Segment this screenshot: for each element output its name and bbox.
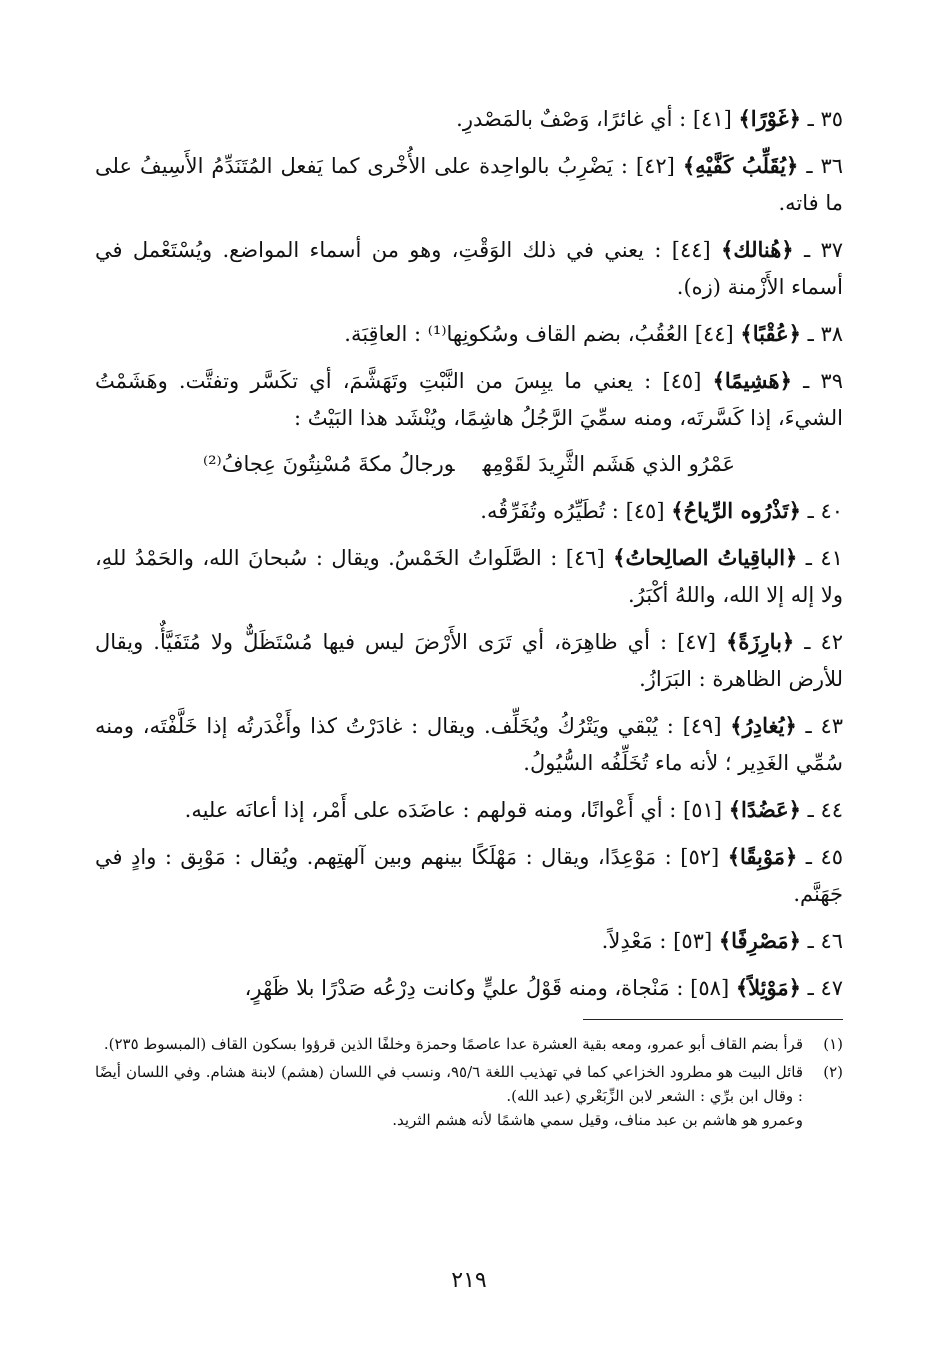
entry-36: ٣٦ ـ ﴿يُقَلِّبُ كَفَّيْهِ﴾ [٤٢] : يَضْرِبُ بالواحِدة على الأُخْرى كما يَفعل المُتَنَدِّمُ الأَسِيفُ على ما فاته. <box>95 153 844 215</box>
verse-ref: [٤٥] <box>625 499 665 523</box>
entry-term: ﴿الباقِياتُ الصالِحاتُ﴾ <box>613 545 798 570</box>
entry-term: ﴿بارِزَةً﴾ <box>726 629 795 654</box>
poetry-verse <box>135 446 803 483</box>
entry-43: ٤٣ ـ ﴿يُغادِرُ﴾ [٤٩] : يُبْقي ويَتْرُكُ ويُخَلِّف. ويقال : غادَرْتُ كذا وأَغْدَرتُه إذا خَلَّفْتَه، ومنه سُمِّي الغَدِير ؛ لأنه ماء تُخَلِّفُه السُّيُولُ. <box>95 713 844 775</box>
entry-text: : يعني ما يبِسَ من النَّبْتِ وتَهَشَّمَ، أي تكَسَّر وتفتَّت. وهَشَمْتُ الشيءَ، إذا كَسَّرتَه، ومنه سمِّيَ الرَّجُلُ هاشِمًا، ويُنْشَد هذا البَيْتُ : <box>95 369 843 430</box>
verse-hemistich-second: ورجالُ مكةَ مُسْنِتُونَ عِجافُ⁽²⁾ <box>202 452 455 476</box>
verse-ref: [٤٤] <box>671 238 711 262</box>
verse-ref: [٤٥] <box>662 369 702 393</box>
entry-term: ﴿غَوْرًا﴾ <box>738 106 801 131</box>
entry-term: ﴿يُقَلِّبُ كَفَّيْهِ﴾ <box>682 153 799 178</box>
entry-38: ٣٨ ـ ﴿عُقْبًا﴾ [٤٤] العُقُبُ، بضم القاف وسُكونِها⁽¹⁾ : العاقِبَة. <box>344 321 843 346</box>
entry-text: : يُبْقي ويَتْرُكُ ويُخَلِّف. ويقال : غادَرْتُ كذا وأَغْدَرتُه إذا خَلَّفْتَه، ومنه سُمِّي الغَدِير ؛ لأنه ماء تُخَلِّفُه السُّيُولُ. <box>95 714 843 775</box>
entry-term: ﴿هَشِيمًا﴾ <box>712 368 792 393</box>
footnote-separator <box>583 1019 843 1020</box>
entry-35: ٣٥ ـ ﴿غَوْرًا﴾ [٤١] : أي غائرًا، وَصْفٌ بالمَصْدرِ. <box>456 106 843 131</box>
verse-ref: [٤٧] <box>677 630 717 654</box>
footnote-text: وعمرو هو هاشم بن عبد مناف، وقيل سمي هاشمًا لأنه هشم الثريد. <box>392 1111 803 1129</box>
entry-term: ﴿تَذْرُوه الرِّياحُ﴾ <box>671 498 801 523</box>
entry-text: : الصَّلَواتُ الخَمْسُ. ويقال : سُبحانَ الله، والحَمْدُ للهِ، ولا إله إلا الله، واللهُ أكْبَرُ. <box>95 546 843 607</box>
footnote-text: قائل البيت هو مطرود الخزاعي كما في تهذيب اللغة ٩٥/٦، ونسب في اللسان (هشم) لابنة هشام. وفي اللسان أيضًا : وقال ابن برِّي : الشعر لابن الزِّبَعْري (عبد الله). <box>95 1063 803 1105</box>
entry-text: : يَضْرِبُ بالواحِدة على الأُخْرى كما يَفعل المُتَنَدِّمُ الأَسِيفُ على ما فاته. <box>95 154 843 215</box>
footnotes <box>95 1032 843 1132</box>
verse-ref: [٤٤] <box>694 322 734 346</box>
footnote-mark: (٢) <box>823 1063 843 1081</box>
entry-term: ﴿مَصْرِفًا﴾ <box>718 928 801 953</box>
footnote-mark: (١) <box>823 1035 843 1053</box>
verse-ref: [٥٨] <box>690 976 730 1000</box>
entry-term: ﴿مَوْبِقًا﴾ <box>727 844 798 869</box>
entry-40: ٤٠ ـ ﴿تَذْرُوه الرِّياحُ﴾ [٤٥] : تُطَيِّرُه وتُفَرِّقُه. <box>480 498 843 523</box>
verse-ref: [٤١] <box>692 107 732 131</box>
entry-term: ﴿عُقْبًا﴾ <box>740 321 801 346</box>
verse-ref: [٤٩] <box>682 714 722 738</box>
entry-37: ٣٧ ـ ﴿هُنالك﴾ [٤٤] : يعني في ذلك الوَقْتِ، وهو من أسماء المواضع. ويُسْتَعْمل في أسماء الأَزْمنة (زه). <box>95 237 843 299</box>
entry-46: ٤٦ ـ ﴿مَصْرِفًا﴾ [٥٣] : مَعْدِلاً. <box>601 928 843 953</box>
verse-ref: [٤٢] <box>635 154 675 178</box>
entry-42: ٤٢ ـ ﴿بارِزَةً﴾ [٤٧] : أي ظاهِرَة، أي تَرَى الأَرْضَ ليس فيها مُسْتَظَلٌّ ولا مُتَفَيَّأٌ. ويقال للأرض الظاهرة : البَرَازُ. <box>95 629 843 691</box>
entry-text: : مَنْجاة، ومنه قَوْلُ عليٍّ وكانت دِرْعُه صَدْرًا بلا ظَهْرٍ، <box>244 976 684 1000</box>
entry-39: ٣٩ ـ ﴿هَشِيمًا﴾ [٤٥] : يعني ما يبِسَ من النَّبْتِ وتَهَشَّمَ، أي تكَسَّر وتفتَّت. وهَشَمْتُ الشيءَ، إذا كَسَّرتَه، ومنه سمِّيَ الرَّجُلُ هاشِمًا، ويُنْشَد هذا البَيْتُ : <box>95 368 843 430</box>
entry-text: : تُطَيِّرُه وتُفَرِّقُه. <box>480 499 619 523</box>
entry-44: ٤٤ ـ ﴿عَضُدًا﴾ [٥١] : أي أَعْوانًا، ومنه قولهم : عاضَدَه على أَمْر، إذا أعانَه عليه. <box>184 797 843 822</box>
verse-ref: [٤٦] <box>565 546 605 570</box>
entry-term: ﴿هُنالك﴾ <box>721 237 794 262</box>
entry-text: : أي أَعْوانًا، ومنه قولهم : عاضَدَه على أَمْر، إذا أعانَه عليه. <box>184 798 677 822</box>
verse-hemistich-first: عَمْرُو الذي هَشَم الثَّرِيدَ لقَوْمِه <box>482 452 736 476</box>
entry-45: ٤٥ ـ ﴿مَوْبِقًا﴾ [٥٢] : مَوْعِدًا، ويقال : مَهْلَكًا بينهم وبين آلهتِهم. ويُقال : مَوْبِق : وادٍ في جَهَنَّم. <box>95 844 844 906</box>
entry-text: : مَعْدِلاً. <box>601 929 667 953</box>
footnote-text: قرأ بضم القاف أبو عمرو، ومعه بقية العشرة عدا عاصمًا وحمزة وخلفًا الذين قرؤوا بسكون القاف (المبسوط ٢٣٥). <box>103 1035 803 1053</box>
footnote-1 <box>95 1032 843 1056</box>
entry-text: : أي غائرًا، وَصْفٌ بالمَصْدرِ. <box>456 107 687 131</box>
entry-text: العُقُبُ، بضم القاف وسُكونِها⁽¹⁾ : العاقِبَة. <box>344 322 689 346</box>
entry-term: ﴿يُغادِرُ﴾ <box>730 713 797 738</box>
verse-ref: [٥١] <box>683 798 723 822</box>
entries-block-2 <box>95 492 843 1007</box>
verse-ref: [٥٣] <box>673 929 713 953</box>
page-number: ٢١٩ <box>451 1268 487 1293</box>
entry-47: ٤٧ ـ ﴿مَوْئِلاً﴾ [٥٨] : مَنْجاة، ومنه قَوْلُ عليٍّ وكانت دِرْعُه صَدْرًا بلا ظَهْرٍ، <box>244 975 843 1000</box>
entry-term: ﴿عَضُدًا﴾ <box>728 797 801 822</box>
entry-text: : أي ظاهِرَة، أي تَرَى الأَرْضَ ليس فيها مُسْتَظَلٌّ ولا مُتَفَيَّأٌ. ويقال للأرض الظاهرة : البَرَازُ. <box>95 630 843 691</box>
book-page <box>95 100 843 1330</box>
entry-text: : مَوْعِدًا، ويقال : مَهْلَكًا بينهم وبين آلهتِهم. ويُقال : مَوْبِق : وادٍ في جَهَنَّم. <box>95 845 843 906</box>
entry-term: ﴿مَوْئِلاً﴾ <box>735 975 801 1000</box>
entry-text: : يعني في ذلك الوَقْتِ، وهو من أسماء المواضع. ويُسْتَعْمل في أسماء الأَزْمنة (زه). <box>95 238 843 299</box>
footnote-2 <box>95 1060 843 1132</box>
entries-block-1 <box>95 100 843 437</box>
entry-41: ٤١ ـ ﴿الباقِياتُ الصالِحاتُ﴾ [٤٦] : الصَّلَواتُ الخَمْسُ. ويقال : سُبحانَ الله، والحَمْدُ للهِ، ولا إله إلا الله، واللهُ أكْبَرُ. <box>95 545 843 607</box>
verse-ref: [٥٢] <box>680 845 720 869</box>
